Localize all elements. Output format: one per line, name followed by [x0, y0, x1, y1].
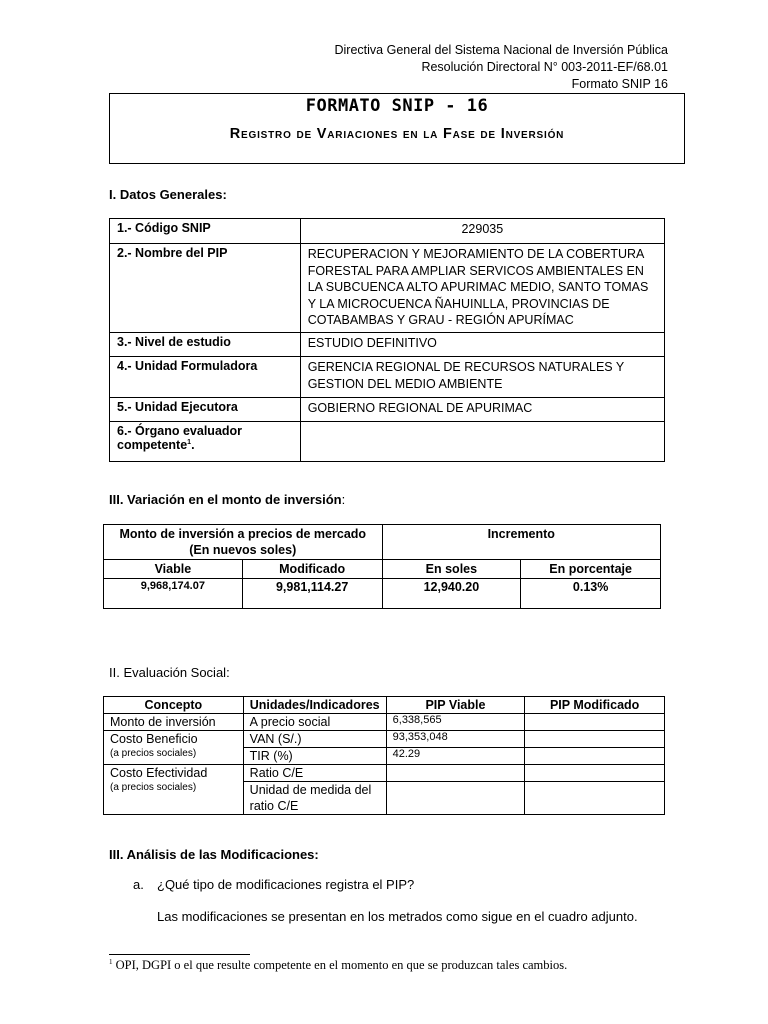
- col-header: PIP Viable: [386, 697, 525, 714]
- concepto-text: Costo Efectividad: [110, 766, 208, 780]
- variacion-heading: [109, 492, 345, 507]
- evaluacion-table: [103, 696, 665, 815]
- codigo-snip-value: 229035: [300, 219, 664, 244]
- unidad-cell: VAN (S/.): [243, 731, 386, 748]
- col-header: Unidades/Indicadores: [243, 697, 386, 714]
- pip-modificado-cell: [525, 714, 665, 731]
- analisis-answer: Las modificaciones se presentan en los metrados como sigue en el cuadro adjunto.: [157, 909, 638, 924]
- concepto-note: (a precios sociales): [110, 748, 197, 759]
- row-label: 4.- Unidad Formuladora: [110, 357, 301, 398]
- table-row: [104, 697, 665, 714]
- table-row: [110, 398, 665, 422]
- row-label: 5.- Unidad Ejecutora: [110, 398, 301, 422]
- col-header: Viable: [104, 560, 243, 579]
- variacion-table: [103, 524, 661, 609]
- header-line-2: Resolución Directoral N° 003-2011-EF/68.01: [421, 60, 668, 74]
- concepto-note: (a precios sociales): [110, 782, 197, 793]
- en-porcentaje-value: 0.13%: [521, 579, 661, 609]
- incremento-header: Incremento: [382, 525, 660, 560]
- pip-modificado-cell: [525, 782, 665, 815]
- datos-generales-heading: I. Datos Generales:: [109, 187, 227, 202]
- pip-viable-cell: 42.29: [386, 748, 525, 765]
- concepto-cell: [104, 731, 244, 765]
- pip-modificado-cell: [525, 748, 665, 765]
- organo-label: 6.- Órgano evaluador competente: [117, 424, 243, 452]
- evaluacion-heading: II. Evaluación Social:: [109, 665, 230, 680]
- concepto-cell: [104, 765, 244, 815]
- table-row: [104, 560, 661, 579]
- concepto-text: Costo Beneficio: [110, 732, 198, 746]
- header-line-3: Formato SNIP 16: [571, 77, 668, 91]
- pip-modificado-cell: [525, 765, 665, 782]
- footnote-divider: [109, 954, 250, 955]
- analisis-question: ¿Qué tipo de modificaciones registra el PIP?: [157, 877, 415, 892]
- item-marker: a.: [133, 877, 144, 892]
- table-row: [104, 731, 665, 748]
- variacion-heading-colon: :: [341, 492, 346, 507]
- analisis-heading: III. Análisis de las Modificaciones:: [109, 847, 319, 862]
- table-row: [110, 357, 665, 398]
- unidad-ejecutora-value: GOBIERNO REGIONAL DE APURIMAC: [300, 398, 664, 422]
- col-header: En porcentaje: [521, 560, 661, 579]
- footnote-text: OPI, DGPI o el que resulte competente en el momento en que se produzcan tales cambios.: [112, 958, 568, 973]
- unidad-cell: Unidad de medida del ratio C/E: [243, 782, 386, 815]
- unidad-cell: Ratio C/E: [243, 765, 386, 782]
- pip-viable-cell: [386, 765, 525, 782]
- concepto-cell: Monto de inversión: [104, 714, 244, 731]
- pip-viable-cell: 6,338,565: [386, 714, 525, 731]
- footnote: [109, 958, 567, 973]
- table-row: [110, 219, 665, 244]
- footnote-marker: 1: [109, 958, 113, 966]
- row-label: 1.- Código SNIP: [110, 219, 301, 244]
- row-label: [110, 422, 301, 462]
- nivel-estudio-value: ESTUDIO DEFINITIVO: [300, 333, 664, 357]
- title-box: [109, 93, 685, 164]
- header-line-1: Directiva General del Sistema Nacional de Inversión Pública: [334, 43, 668, 57]
- table-row: [104, 525, 661, 560]
- table-row: [104, 579, 661, 609]
- table-row: [110, 333, 665, 357]
- col-header: Concepto: [104, 697, 244, 714]
- row-label: 3.- Nivel de estudio: [110, 333, 301, 357]
- pip-modificado-cell: [525, 731, 665, 748]
- unidad-cell: A precio social: [243, 714, 386, 731]
- organo-label-end: .: [191, 438, 195, 452]
- en-soles-value: 12,940.20: [382, 579, 521, 609]
- footnote-ref: 1: [187, 438, 192, 446]
- table-row: [110, 244, 665, 333]
- nombre-pip-value: RECUPERACION Y MEJORAMIENTO DE LA COBERTURA FORESTAL PARA AMPLIAR SERVICOS AMBIENTALES EN LA SUBCUENCA ALTO APURIMAC MEDIO, SANTO TOMAS Y LA MICROCUENCA ÑAHUINLLA, PROVINCIAS DE COTABAMBAS Y GRAU - REGIÓN APURÍMAC: [300, 244, 664, 333]
- variacion-heading-text: III. Variación en el monto de inversión: [109, 492, 342, 507]
- monto-header-sub: (En nuevos soles): [189, 543, 297, 557]
- unidad-formuladora-value: GERENCIA REGIONAL DE RECURSOS NATURALES Y GESTION DEL MEDIO AMBIENTE: [300, 357, 664, 398]
- viable-value: 9,968,174.07: [104, 579, 243, 609]
- unidad-cell: TIR (%): [243, 748, 386, 765]
- table-row: [104, 714, 665, 731]
- table-row: [110, 422, 665, 462]
- pip-viable-cell: [386, 782, 525, 815]
- modificado-value: 9,981,114.27: [242, 579, 382, 609]
- pip-viable-cell: 93,353,048: [386, 731, 525, 748]
- page-title: FORMATO SNIP - 16: [305, 96, 489, 116]
- monto-header: [104, 525, 383, 560]
- datos-generales-table: [109, 218, 665, 462]
- table-row: [104, 765, 665, 782]
- page-subtitle: Registro de Variaciones en la Fase de Inversión: [229, 126, 565, 142]
- monto-header-text: Monto de inversión a precios de mercado: [119, 527, 367, 541]
- col-header: En soles: [382, 560, 521, 579]
- col-header: Modificado: [242, 560, 382, 579]
- row-label: 2.- Nombre del PIP: [110, 244, 301, 333]
- organo-value: [300, 422, 664, 462]
- col-header: PIP Modificado: [525, 697, 665, 714]
